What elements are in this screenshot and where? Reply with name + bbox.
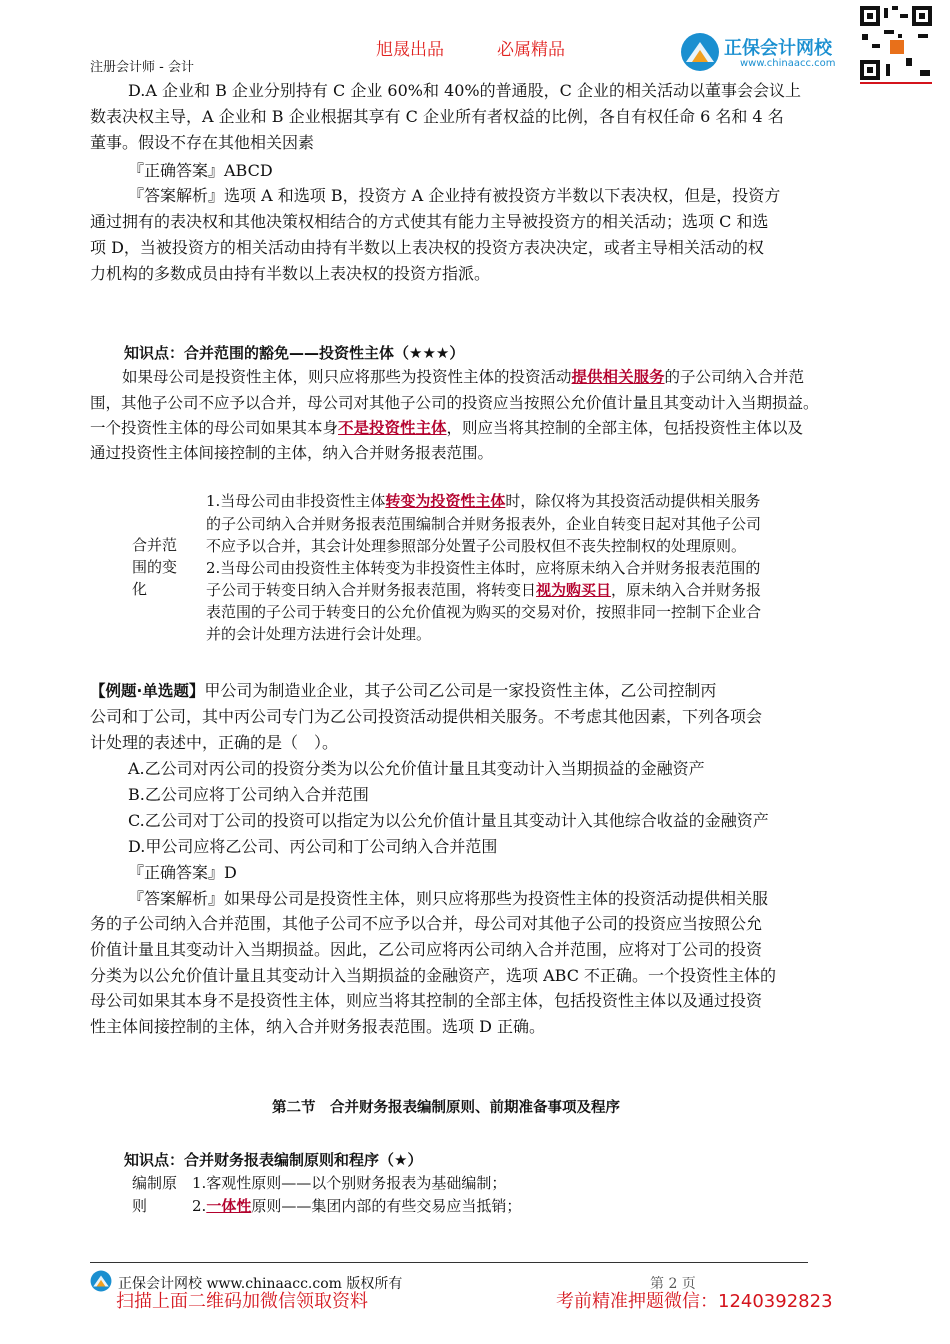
kp1-highlight: 不是投资性主体: [338, 418, 447, 437]
analysis-line: 项 D，当被投资方的相关活动由持有半数以上表决权的投资方表决决定，或者主导相关活动的权: [90, 238, 764, 257]
principle-highlight: 一体性: [206, 1197, 252, 1215]
option-b: B.乙公司应将丁公司纳入合并范围: [128, 785, 369, 804]
example-analysis-line: 性主体间接控制的主体，纳入合并财务报表范围。选项 D 正确。: [90, 1017, 546, 1036]
body-line: D.A 企业和 B 企业分别持有 C 企业 60%和 40%的普通股，C 企业的相关活动以董事会会议上: [128, 81, 801, 100]
brand-logo-icon: [680, 32, 720, 72]
body-line: 数表决权主导，A 企业和 B 企业根据其享有 C 企业所有者权益的比例，各自有权任命 6 名和 4 名: [90, 107, 784, 126]
example-answer: 『正确答案』D: [128, 863, 237, 882]
table-label: 编制原: [132, 1174, 178, 1192]
answer-line: 『正确答案』ABCD: [128, 161, 273, 180]
kp1-text: 的子公司纳入合并范: [664, 368, 805, 386]
table-highlight: 视为购买日: [536, 581, 612, 599]
kp1-paragraph-line: [90, 415, 803, 441]
example-analysis-line: 『答案解析』如果母公司是投资性主体，则只应将那些为投资性主体的投资活动提供相关服: [128, 889, 769, 908]
example-analysis-line: 价值计量且其变动计入当期损益。因此，乙公司应将丙公司纳入合并范围，应将对丁公司的投资: [90, 940, 763, 959]
doc-subject: 注册会计师 - 会计: [90, 60, 194, 75]
table-label: 化: [132, 580, 148, 598]
brand-url: www.chinaacc.com: [740, 58, 836, 69]
table-label: 合并范: [132, 536, 178, 554]
section-title: 第二节 合并财务报表编制原则、前期准备事项及程序: [272, 1100, 620, 1116]
option-d: D.甲公司应将乙公司、丙公司和丁公司纳入合并范围: [128, 837, 498, 856]
qr-code: [858, 4, 934, 88]
brand-name: 正保会计网校: [724, 38, 832, 59]
kp1-text: 一个投资性主体的母公司如果其本身: [90, 419, 339, 437]
promo-right: 考前精准押题微信：1240392823: [556, 1291, 833, 1312]
knowledge-point-title: 知识点：合并财务报表编制原则和程序（★）: [124, 1151, 423, 1169]
principle-row: [192, 1195, 521, 1218]
kp1-paragraph-line: 通过投资性主体间接控制的主体，纳入合并财务报表范围。: [90, 444, 494, 462]
table-text: 1.当母公司由非投资性主体: [206, 492, 386, 510]
table-text-line: 2.当母公司由投资性主体转变为非投资性主体时，应将原未纳入合并财务报表范围的: [206, 559, 761, 577]
table-text-line: 不应予以合并，其会计处理参照部分处置子公司股权但不丧失控制权的处理原则。: [206, 537, 747, 555]
footer-logo: [90, 1270, 112, 1292]
knowledge-point-title: 知识点：合并范围的豁免——投资性主体（★★★）: [124, 344, 465, 362]
kp1-highlight: 提供相关服务: [571, 367, 665, 386]
principle-text: 原则——集团内部的有些交易应当抵销；: [251, 1197, 522, 1215]
table-text-line: [206, 579, 761, 602]
principle-number: 2.: [192, 1197, 207, 1215]
table-text-line: 表范围的子公司于转变日的公允价值视为购买的交易对价，按照非同一控制下企业合: [206, 603, 762, 621]
slogan-left: 旭晟出品: [376, 40, 444, 60]
brand-logo-icon: [90, 1270, 112, 1292]
table-label: 则: [132, 1197, 148, 1215]
analysis-line: 『答案解析』选项 A 和选项 B，投资方 A 企业持有被投资方半数以下表决权，但是，投资方: [128, 186, 781, 205]
brand-logo: [680, 30, 855, 74]
table-text-line: 并的会计处理方法进行会计处理。: [206, 625, 432, 643]
example-analysis-line: 务的子公司纳入合并范围，其他子公司不应予以合并，母公司对其他子公司的投资应当按照公允: [90, 914, 763, 933]
analysis-line: 力机构的多数成员由持有半数以上表决权的投资方指派。: [90, 264, 491, 283]
footer-divider: [90, 1262, 808, 1263]
analysis-line: 通过拥有的表决权和其他决策权相结合的方式使其有能力主导被投资方的相关活动；选项 C 和选: [90, 212, 769, 231]
option-a: A.乙公司对丙公司的投资分类为以公允价值计量且其变动计入当期损益的金融资产: [128, 759, 705, 778]
page-number: 第 2 页: [650, 1276, 696, 1292]
example-tag: 【例题·单选题】: [90, 682, 205, 700]
table-text: ，原未纳入合并财务报: [611, 581, 762, 599]
example-question-line: [90, 678, 716, 704]
kp1-paragraph-line: [122, 364, 804, 390]
example-question-line: 公司和丁公司，其中丙公司专门为乙公司投资活动提供相关服务。不考虑其他因素，下列各项会: [90, 707, 763, 726]
example-analysis-line: 分类为以公允价值计量且其变动计入当期损益的金融资产，选项 ABC 不正确。一个投资性主体的: [90, 966, 777, 985]
body-line: 董事。假设不存在其他相关因素: [90, 133, 315, 152]
table-text: 子公司于转变日纳入合并财务报表范围，将转变日: [206, 581, 537, 599]
table-text-line: [206, 490, 760, 513]
kp1-text: ，则应当将其控制的全部主体，包括投资性主体以及: [446, 419, 804, 437]
slogan-right: 必属精品: [497, 40, 565, 60]
table-text: 时，除仅将为其投资活动提供相关服务: [505, 492, 761, 510]
principle-row: 1.客观性原则——以个别财务报表为基础编制；: [192, 1174, 507, 1192]
table-label: 围的变: [132, 558, 178, 576]
kp1-paragraph-line: 围，其他子公司不应予以合并，母公司对其他子公司的投资应当按照公允价值计量且其变动计入当期损益。: [90, 394, 819, 412]
kp1-text: 如果母公司是投资性主体，则只应将那些为投资性主体的投资活动: [122, 368, 572, 386]
promo-left: 扫描上面二维码加微信领取资料: [116, 1291, 368, 1312]
table-highlight: 转变为投资性主体: [385, 492, 506, 510]
table-text-line: 的子公司纳入合并财务报表范围编制合并财务报表外，企业自转变日起对其他子公司: [206, 515, 762, 533]
example-analysis-line: 母公司如果其本身不是投资性主体，则应当将其控制的全部主体，包括投资性主体以及通过投资: [90, 991, 763, 1010]
option-c: C.乙公司对丁公司的投资可以指定为以公允价值计量且其变动计入其他综合收益的金融资产: [128, 811, 769, 830]
footer-copyright: 正保会计网校 www.chinaacc.com 版权所有: [118, 1276, 403, 1292]
example-question-line: 计处理的表述中，正确的是（ ）。: [90, 733, 339, 752]
example-text: 甲公司为制造业企业，其子公司乙公司是一家投资性主体，乙公司控制丙: [204, 681, 717, 700]
